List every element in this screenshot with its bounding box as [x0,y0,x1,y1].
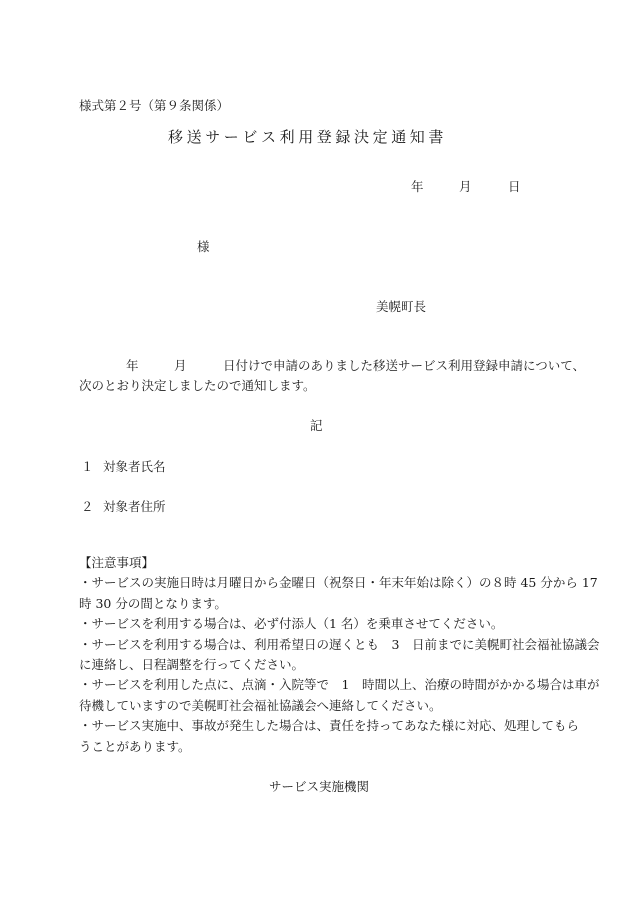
body-year-label: 年 [126,358,139,373]
body-line2: 次のとおり決定しましたので通知します。 [79,378,316,393]
notes-line: に連絡し、日程調整を行ってください。 [79,657,305,673]
notes-line: ・サービスの実施日時は月曜日から金曜日（祝祭日・年末年始は除く）の８時 45 分から 17 [79,575,598,591]
body-line1: 日付けで申請のありました移送サービス利用登録申請について、 [223,358,586,373]
item-2-number: ２ [81,499,94,514]
service-provider-label: サービス実施機関 [269,779,370,794]
date-month-label: 月 [459,179,472,194]
notes-line: ・サービスを利用する場合は、利用希望日の遅くとも 3 日前までに美幌町社会福祉協議会 [79,636,600,652]
notes-heading: 【注意事項】 [79,555,155,570]
notes-line: ・サービスを利用した点に、点滴・入院等で 1 時間以上、治療の時間がかかる場合は車が [79,677,600,693]
date-day-label: 日 [508,179,521,194]
notes-line: 時 30 分の間となります。 [79,595,227,611]
notes-line: 待機していますので美幌町社会福祉協議会へ連絡してください。 [79,697,442,713]
ki-heading: 記 [310,418,323,433]
item-1-number: １ [81,459,94,474]
date-year-label: 年 [411,179,424,194]
item-2-label: 対象者住所 [103,499,166,514]
notes-line: ・サービス実施中、事故が発生した場合は、責任を持ってあなた様に対応、処理してもら [79,718,580,734]
notes-section [79,553,600,757]
addressee-suffix: 様 [197,239,210,254]
document-title: 移送サービス利用登録決定通知書 [168,128,448,146]
item-1-label: 対象者氏名 [103,459,166,474]
body-month-label: 月 [174,358,187,373]
issuer-name: 美幌町長 [376,299,427,314]
notes-line: ・サービスを利用する場合は、必ず付添人（1 名）を乗車させてください。 [79,616,504,632]
notes-line: うことがあります。 [79,738,191,754]
form-label: 様式第２号（第９条関係） [79,98,230,113]
